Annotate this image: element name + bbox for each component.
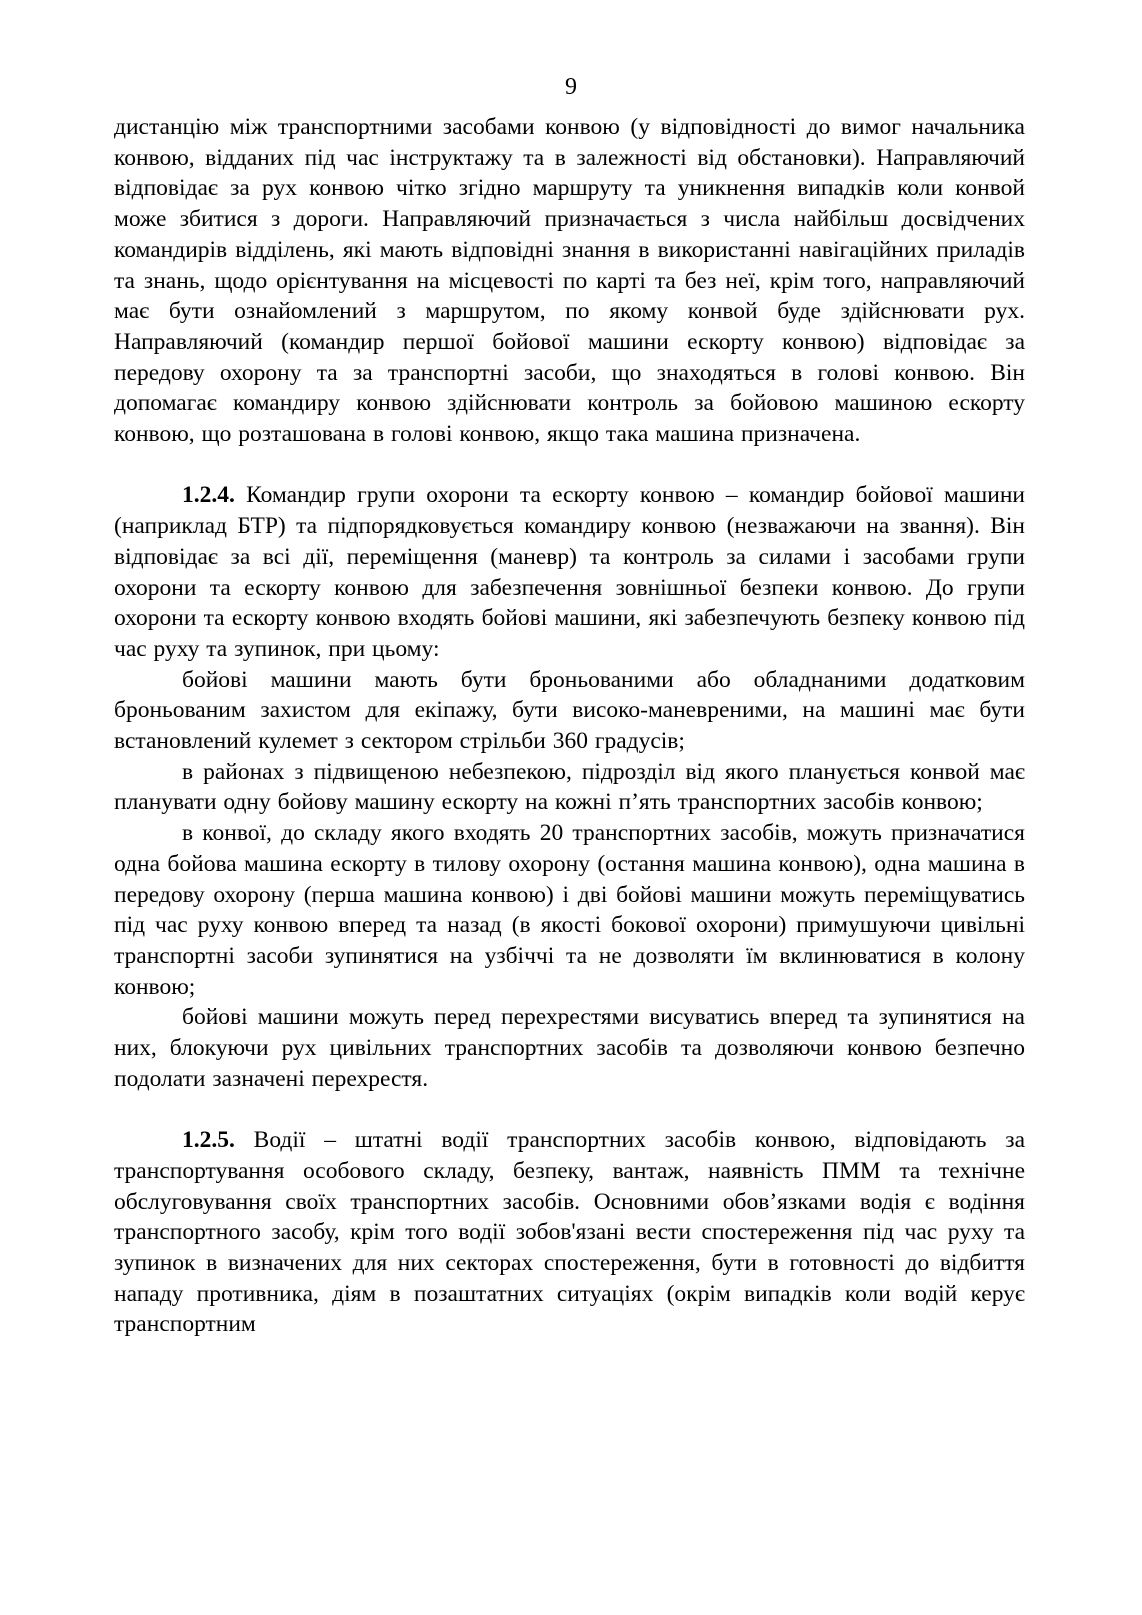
paragraph-text: бойові машини можуть перед перехрестями висуватись вперед та зупинятися на них, блокуючи рух цивільних транспортних засобів та дозволяючи конвою безпечно подолати зазначені перехрестя. xyxy=(114,1004,1025,1092)
paragraph-text: бойові машини мають бути броньованими або обладнаними додатковим броньованим захистом для екіпажу, бути високо-маневреними, на машині має бути встановлений кулемет з сектором стрільби 360 градусів; xyxy=(114,666,1025,755)
paragraph-list-item xyxy=(114,818,1025,1002)
paragraph-section-1-2-5 xyxy=(114,1125,1025,1340)
paragraph-section-1-2-4 xyxy=(114,480,1025,664)
section-number: 1.2.4. xyxy=(182,482,235,509)
document-body xyxy=(114,112,1025,1340)
paragraph-text: в конвої, до складу якого входять 20 транспортних засобів, можуть призначатися одна бойова машина ескорту в тилову охорону (остання машина конвою), одна машина в передову охорону (перша машина конвою) і дві бойові машини можуть переміщуватись під час руху конвою вперед та назад (в якості бокової охорони) примушуючи цивільні транспортні засоби зупинятися на узбіччі та не дозволяти їм вклинюватися в колону конвою; xyxy=(114,820,1025,1000)
paragraph-text: дистанцію між транспортними засобами конвою (у відповідності до вимог начальника конвою, відданих під час інструктажу та в залежності від обстановки). Направляючий відповідає за рух конвою чітко згідно маршруту та уникнення випадків коли конвой може збитися з дороги. Направляючий призначається з числа найбільш досвідчених командирів відділень, які мають відповідні знання в використанні навігаційних приладів та знань, щодо орієнтування на місцевості по карті та без неї, крім того, направляючий має бути ознайомлений з маршрутом, по якому конвой буде здійснювати рух. Направляючий (командир першої бойової машини ескорту конвою) відповідає за передову охорону та за транспортні засоби, що знаходяться в голові конвою. Він допомагає командиру конвою здійснювати контроль за бойовою машиною ескорту конвою, що розташована в голові конвою, якщо така машина призначена. xyxy=(114,114,1025,448)
paragraph xyxy=(114,112,1025,450)
page-number: 9 xyxy=(565,74,577,100)
paragraph-list-item xyxy=(114,1002,1025,1094)
paragraph-text: в районах з підвищеною небезпекою, підрозділ від якого планується конвой має планувати одну бойову машину ескорту на кожні п’ять транспортних засобів конвою; xyxy=(114,758,1025,816)
paragraph-text: Командир групи охорони та ескорту конвою – командир бойової машини (наприклад БТР) та підпорядковується командиру конвою (незважаючи на звання). Він відповідає за всі дії, переміщення (маневр) та контроль за силами і засобами групи охорони та ескорту конвою для забезпечення зовнішньої безпеки конвою. До групи охорони та ескорту конвою входять бойові машини, які забезпечують безпеку конвою під час руху та зупинок, при цьому: xyxy=(114,482,1025,662)
section-number: 1.2.5. xyxy=(182,1127,235,1154)
paragraph-text: Водії – штатні водії транспортних засобів конвою, відповідають за транспортування особового складу, безпеку, вантаж, наявність ПММ та технічне обслуговування своїх транспортних засобів. Основними обов’язками водія є водіння транспортного засобу, крім того водії зобов'язані вести спостереження під час руху та зупинок в визначених для них секторах спостереження, бути в готовності до відбиття нападу противника, діям в позаштатних ситуаціях (окрім випадків коли водій керує транспортним xyxy=(114,1127,1025,1338)
paragraph-list-item xyxy=(114,757,1025,818)
paragraph-list-item xyxy=(114,665,1025,757)
